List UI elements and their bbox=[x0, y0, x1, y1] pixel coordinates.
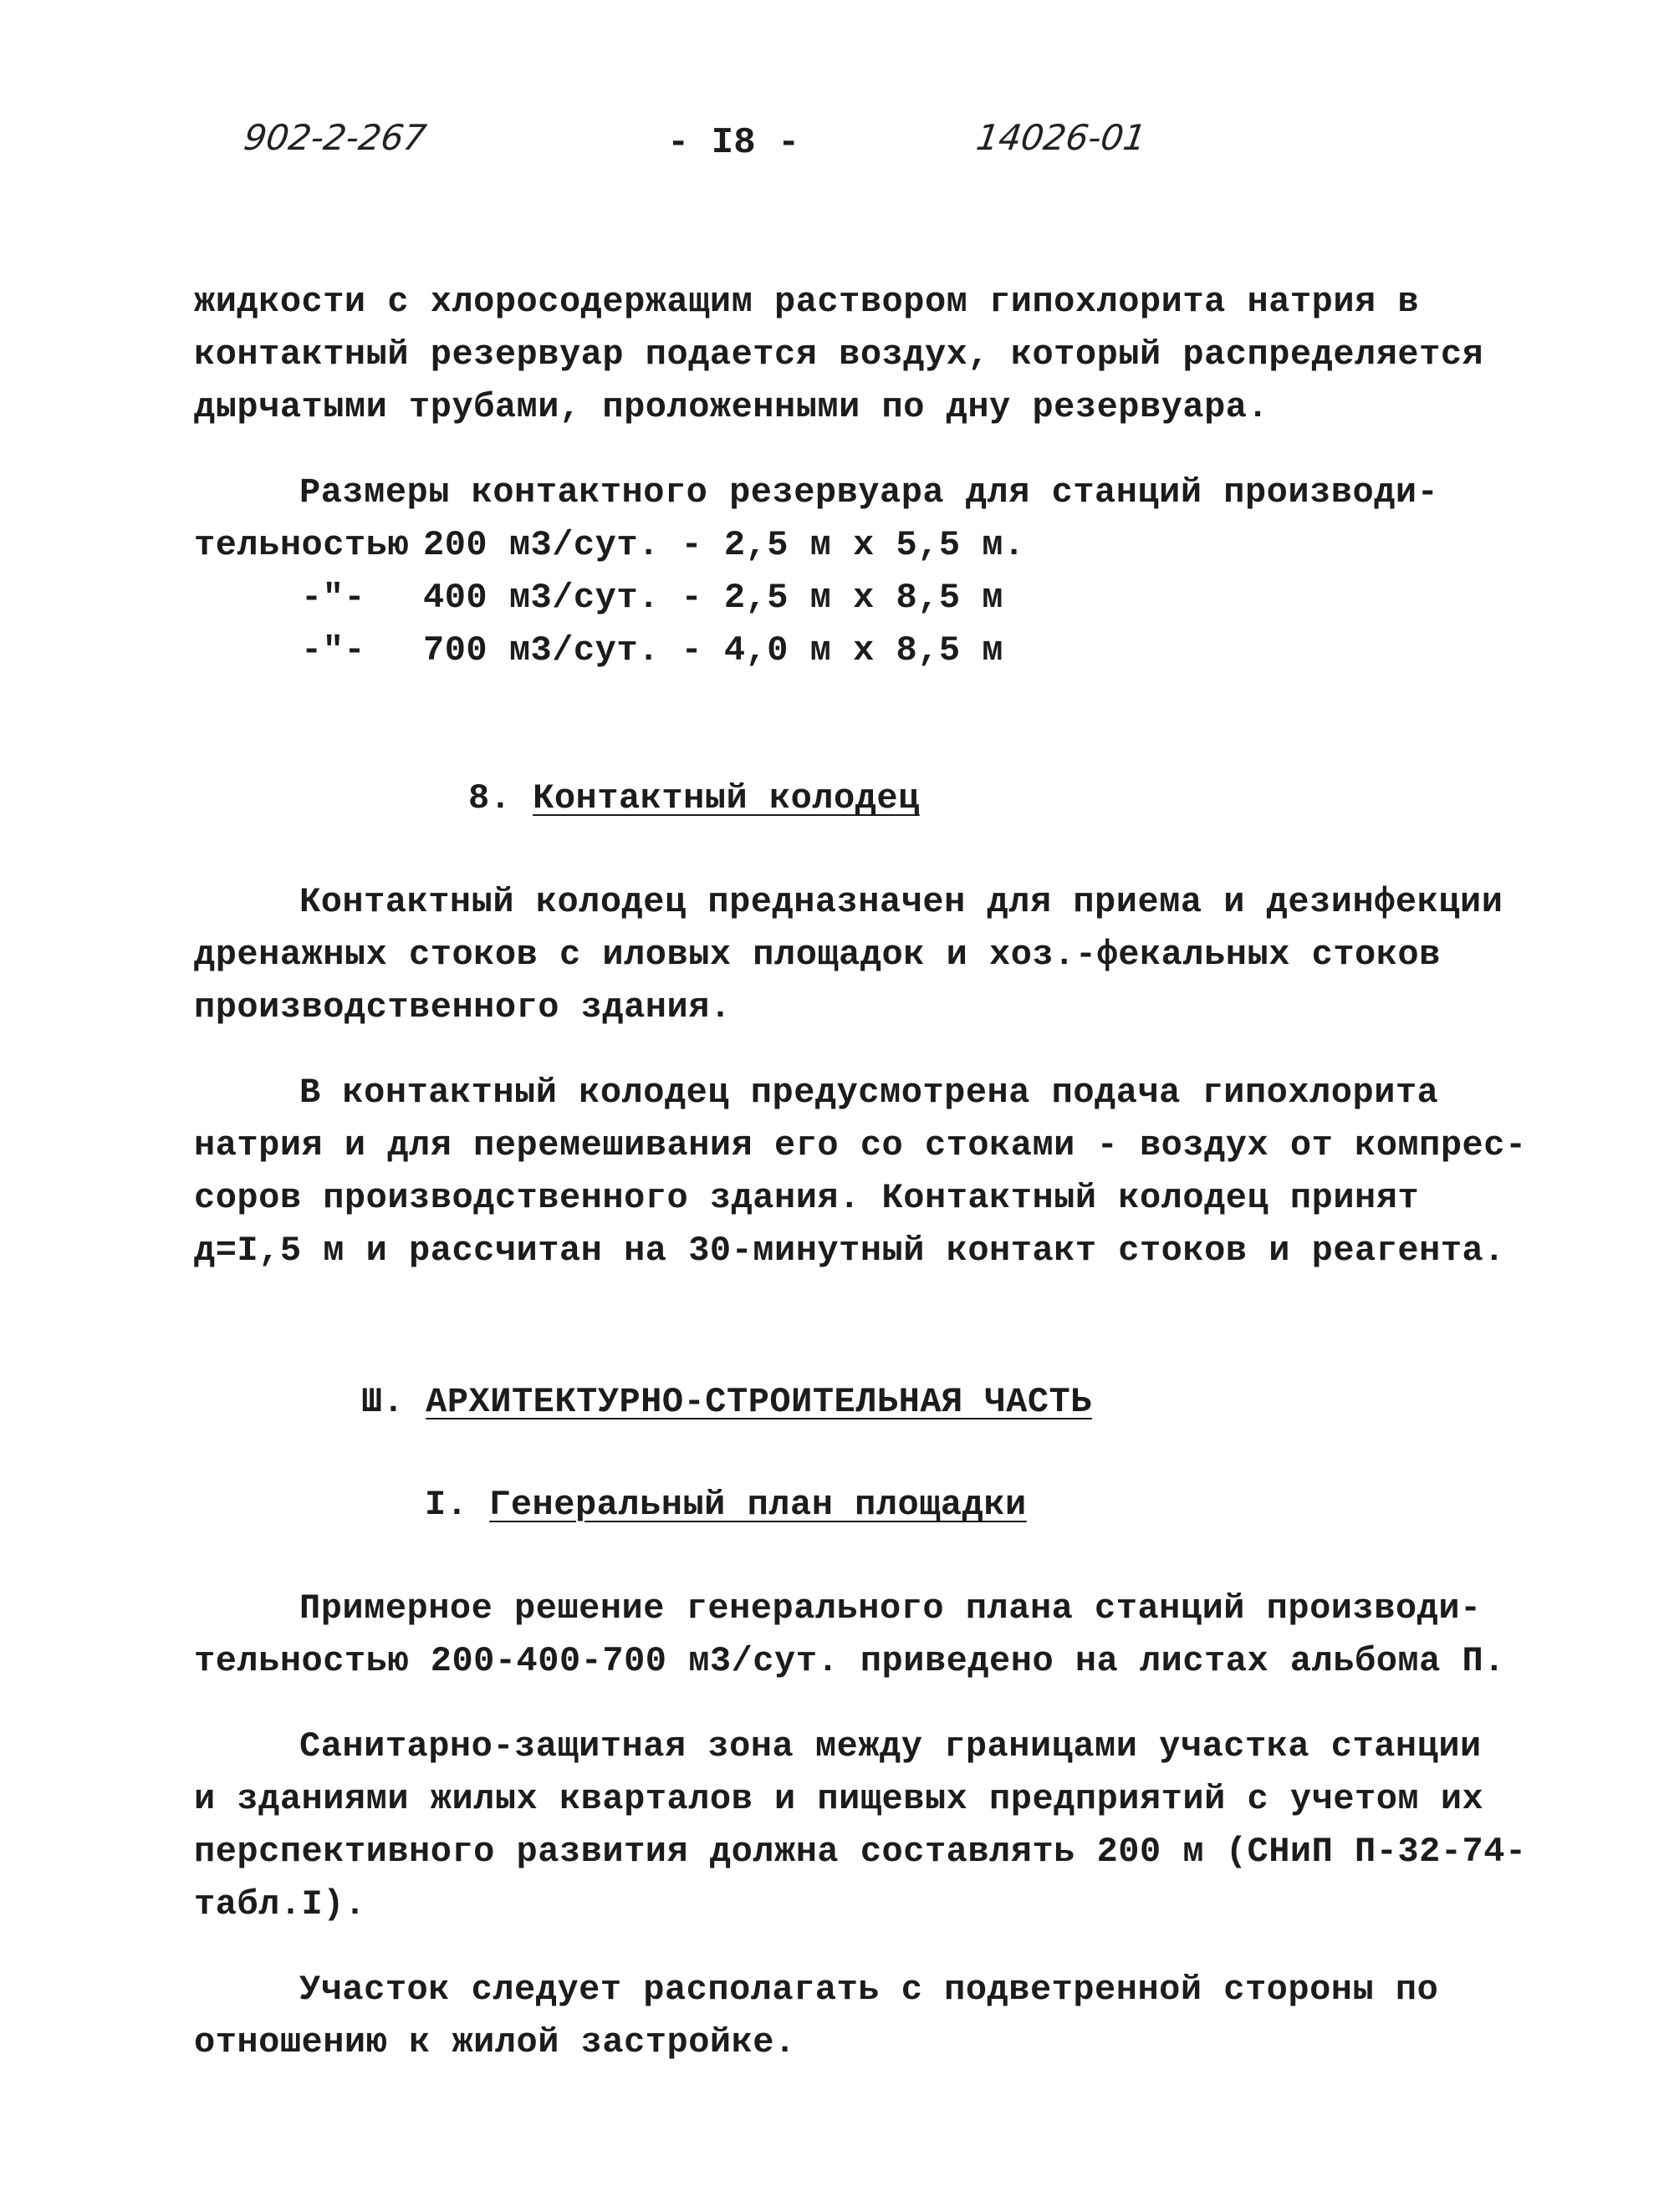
dimension-row-value: 400 м3/сут. - 2,5 м х 8,5 м bbox=[423, 578, 1004, 618]
paragraph-line: Санитарно-защитная зона между границами участка станции bbox=[299, 1726, 1482, 1766]
part-heading bbox=[361, 1379, 1092, 1425]
paragraph-line: дренажных стоков с иловых площадок и хоз.-фекальных стоков bbox=[194, 935, 1441, 975]
paragraph-line: Контактный колодец предназначен для приема и дезинфекции bbox=[299, 882, 1503, 922]
paragraph-line: натрия и для перемешивания его со стоками - воздух от компрес- bbox=[194, 1125, 1527, 1165]
paragraph-line: табл.I). bbox=[194, 1884, 366, 1924]
paragraph-line: В контактный колодец предусмотрена подача гипохлорита bbox=[299, 1073, 1439, 1113]
dimension-row-lead: -"- bbox=[301, 630, 366, 670]
dimension-row-lead: -"- bbox=[301, 578, 366, 618]
paragraph-line: соров производственного здания. Контактный колодец принят bbox=[194, 1178, 1420, 1218]
dimension-row-value: 700 м3/сут. - 4,0 м х 8,5 м bbox=[423, 630, 1004, 670]
dimension-row-value: 200 м3/сут. - 2,5 м х 5,5 м. bbox=[423, 525, 1025, 565]
page-number: - I8 - bbox=[667, 122, 800, 164]
part-title: АРХИТЕКТУРНО-СТРОИТЕЛЬНАЯ ЧАСТЬ bbox=[426, 1382, 1092, 1422]
section-number: I. bbox=[425, 1485, 468, 1525]
document-code-right: 14026-01 bbox=[973, 117, 1149, 158]
paragraph-line: Примерное решение генерального плана станций производи- bbox=[299, 1588, 1482, 1628]
section-heading bbox=[425, 1482, 1027, 1527]
paragraph-line: Размеры контактного резервуара для станций производи- bbox=[299, 472, 1439, 512]
paragraph-line: д=I,5 м и рассчитан на 30-минутный контакт стоков и реагента. bbox=[194, 1231, 1505, 1271]
section-title: Генеральный план площадки bbox=[489, 1485, 1027, 1525]
section-title: Контактный колодец bbox=[533, 778, 920, 818]
paragraph-line: Участок следует располагать с подветренной стороны по bbox=[299, 1970, 1439, 2010]
document-code-left: 902-2-267 bbox=[241, 117, 429, 158]
section-number: 8. bbox=[468, 778, 512, 818]
paragraph-line: контактный резервуар подается воздух, который распределяется bbox=[194, 334, 1484, 375]
paragraph-line: дырчатыми трубами, проложенными по дну резервуара. bbox=[194, 387, 1269, 427]
paragraph-line: жидкости с хлоросодержащим раствором гипохлорита натрия в bbox=[194, 282, 1420, 322]
section-heading bbox=[468, 776, 920, 821]
dimension-row-lead: тельностью bbox=[194, 525, 410, 565]
paragraph-line: тельностью 200-400-700 м3/сут. приведено на листах альбома П. bbox=[194, 1641, 1505, 1681]
paragraph-line: производственного здания. bbox=[194, 987, 732, 1027]
paragraph-line: перспективного развития должна составлять 200 м (СНиП П-32-74- bbox=[194, 1832, 1527, 1872]
paragraph-line: и зданиями жилых кварталов и пищевых предприятий с учетом их bbox=[194, 1779, 1484, 1819]
part-number: Ш. bbox=[361, 1382, 405, 1422]
paragraph-line: отношению к жилой застройке. bbox=[194, 2022, 796, 2062]
